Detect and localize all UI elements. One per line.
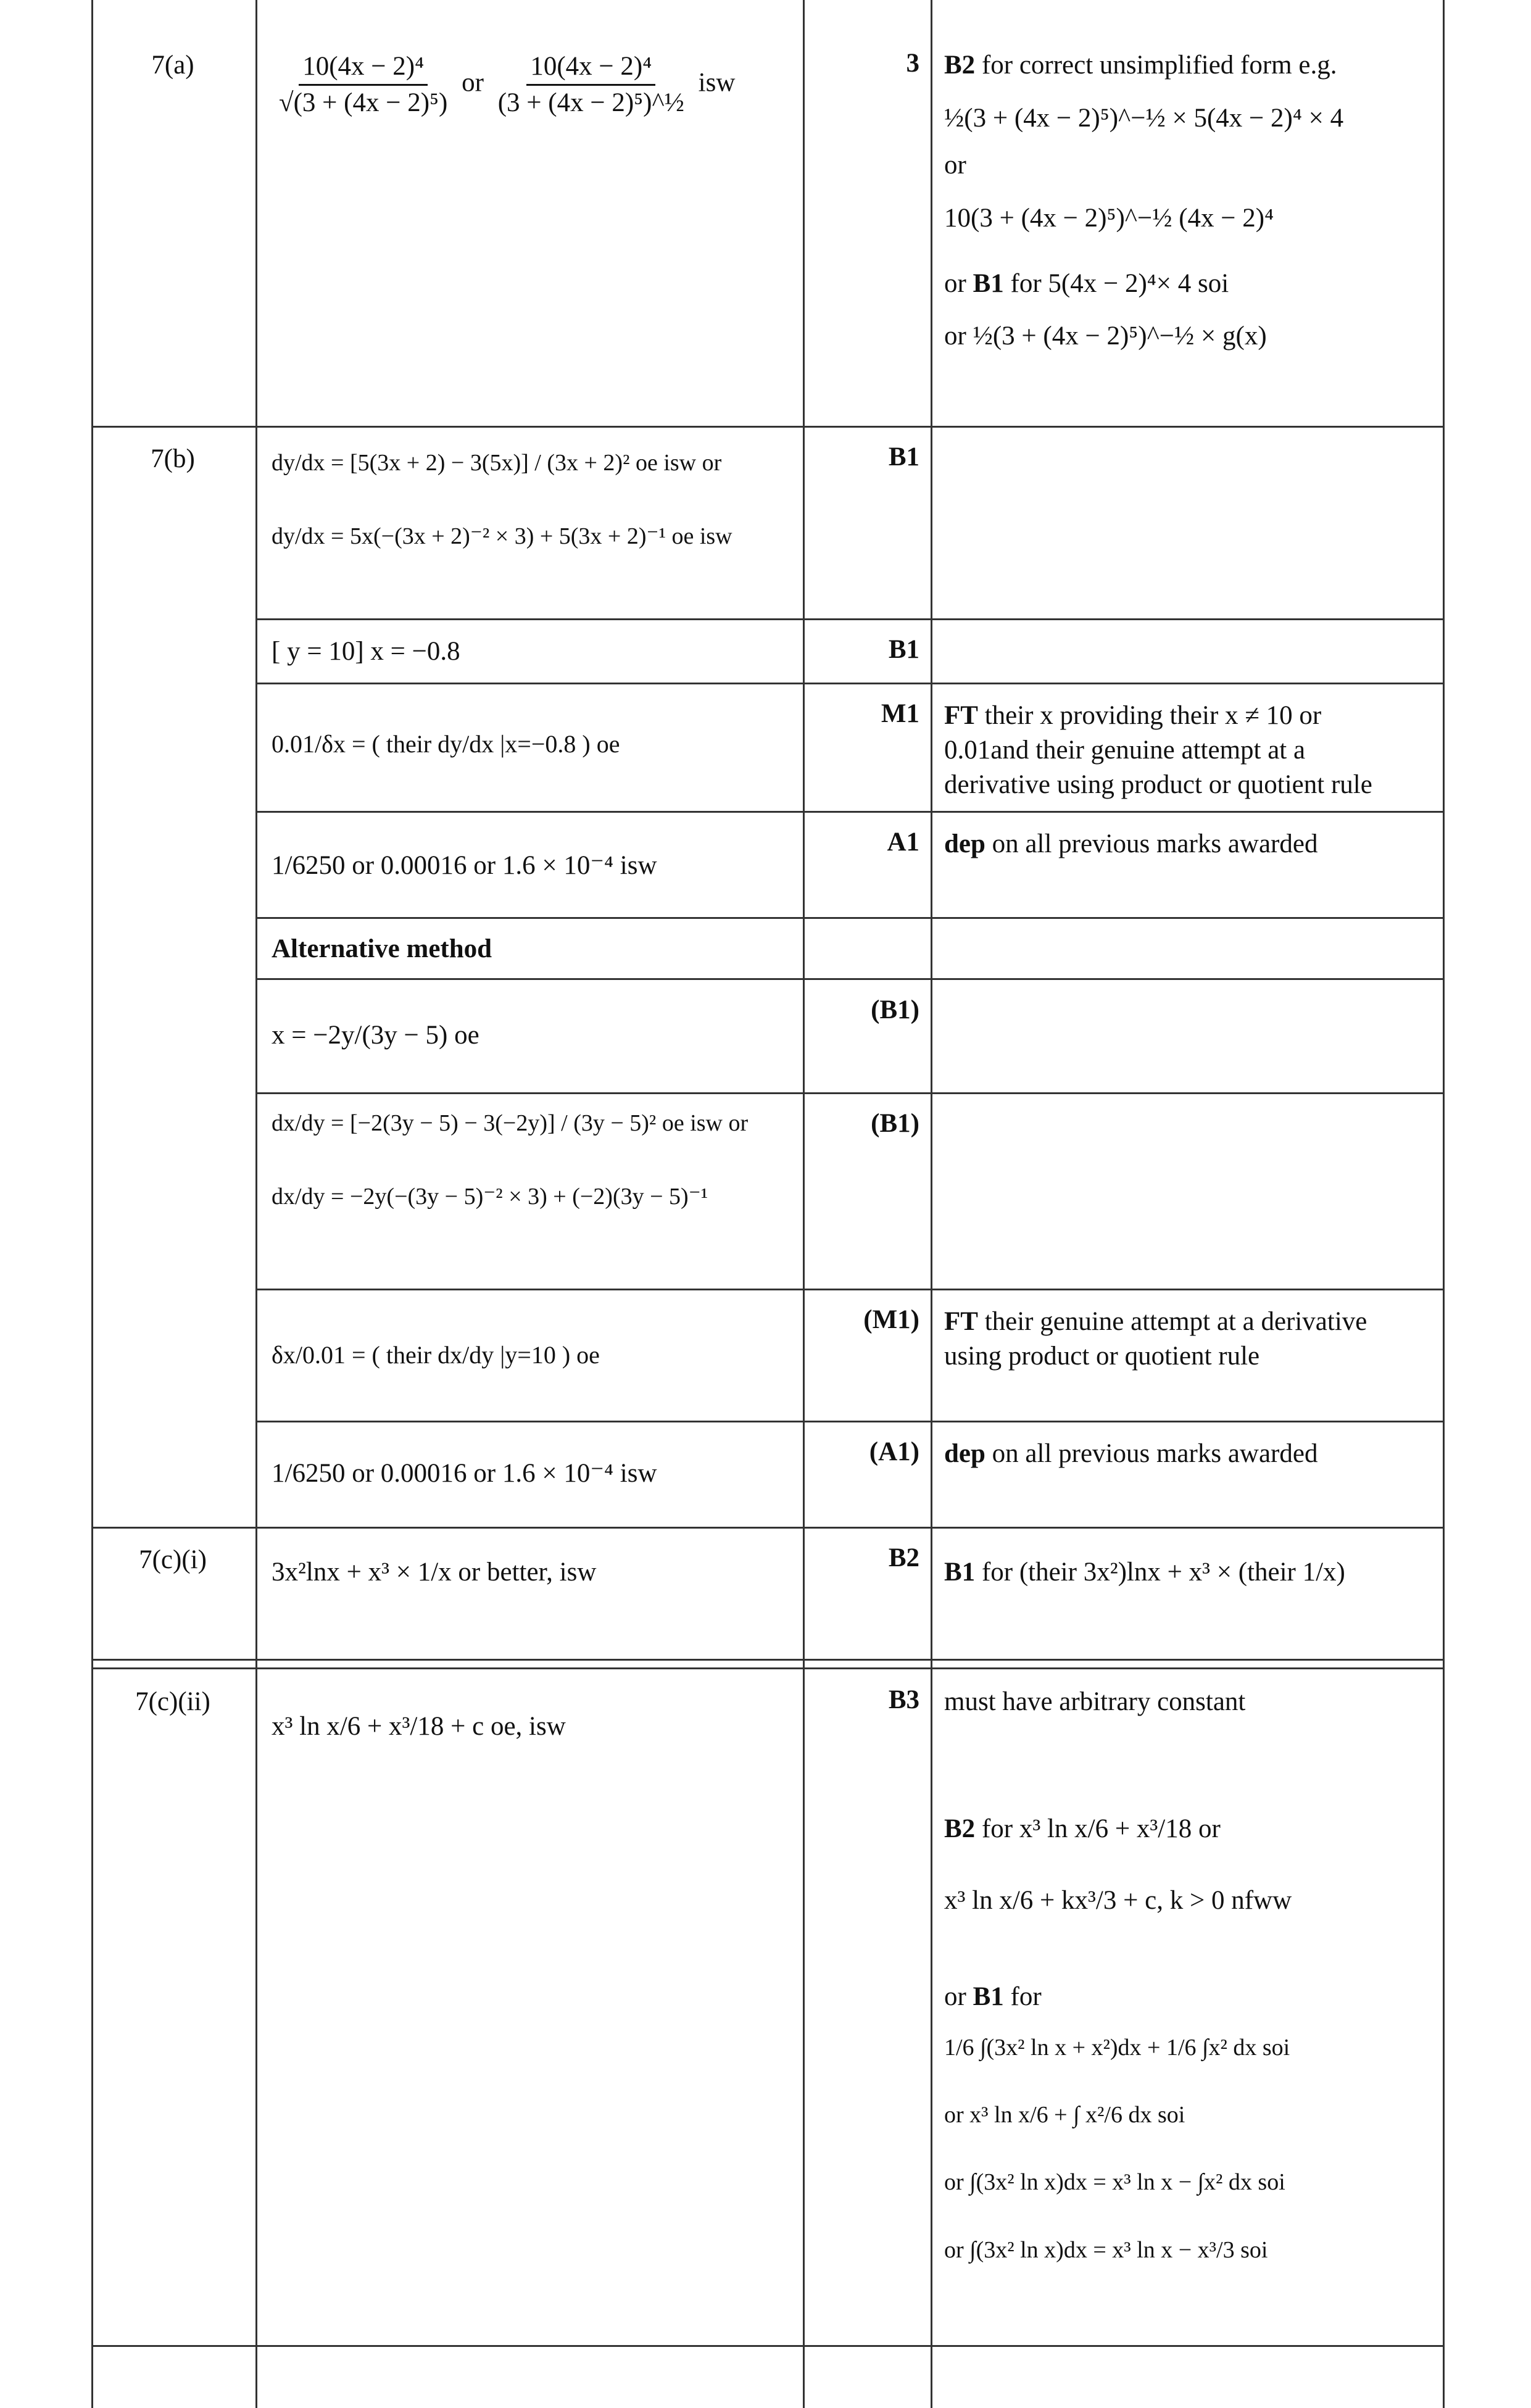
- answer-cell: 0.01/δx = ( their dy/dx |x=−0.8 ) oe: [272, 730, 620, 758]
- fraction: $\frac{\text{10(4x − 2)⁴}}{\text{(3 + (4x − 2)⁵)\textasciicircum{}½}}$: [494, 49, 688, 120]
- row-rule: [255, 1092, 1445, 1094]
- col-line-answer: [803, 0, 805, 2408]
- fraction: $\frac{\text{10(4x − 2)⁴}}{\text{√(3 + (4x − 2)⁵)}}$: [275, 49, 451, 120]
- answer-cell: dy/dx = [5(3x + 2) − 3(5x)] / (3x + 2)² oe isw or dy/dx = 5x(−(3x + 2)⁻² × 3) + 5(3x + 2)⁻¹ oe isw: [272, 450, 732, 550]
- row-rule: [255, 1421, 1445, 1422]
- question-number: 7(b): [151, 444, 195, 473]
- col-line-question: [255, 0, 257, 2408]
- answer-cell: δx/0.01 = ( their dx/dy |y=10 ) oe: [272, 1341, 600, 1369]
- row-rule: [91, 1527, 1445, 1529]
- guidance-cell: dep on all previous marks awarded: [944, 829, 1318, 858]
- mark-value: 3: [906, 49, 919, 78]
- col-line-left: [91, 0, 93, 2408]
- row-rule: [255, 917, 1445, 919]
- mark-value: B1: [888, 635, 919, 664]
- mark-value: (M1): [863, 1305, 919, 1334]
- guidance-cell: B2 for correct unsimplified form e.g. ½(3 + (4x − 2)⁵)^−½ × 5(4x − 2)⁴ × 4 or 10(3 + (4x − 2)⁵)^−½ (4x − 2)⁴ or B1 for 5(4x − 2)⁴× 4 soi or ½(3 + (4x − 2)⁵)^−½ × g(x): [944, 51, 1344, 351]
- mark-value: (A1): [869, 1437, 919, 1466]
- row-rule: [91, 426, 1445, 428]
- mark-value: B1: [888, 442, 919, 471]
- col-line-right: [1443, 0, 1445, 2408]
- answer-cell: 3x²lnx + x³ × 1/x or better, isw: [272, 1558, 597, 1587]
- answer-cell: dx/dy = [−2(3y − 5) − 3(−2y)] / (3y − 5)² oe isw or dx/dy = −2y(−(3y − 5)⁻² × 3) + (−2)(3y − 5)⁻¹: [272, 1110, 749, 1210]
- row-rule: [91, 2345, 1445, 2347]
- guidance-cell: must have arbitrary constant B2 for x³ ln x/6 + x³/18 or x³ ln x/6 + kx³/3 + c, k > 0 nfww or B1 for 1/6 ∫(3x² ln x + x²)dx + 1/6 ∫x² dx soi or x³ ln x/6 + ∫ x²/6 dx soi or ∫(3x² ln x)dx = x³ ln x − ∫x² dx soi or ∫(3x² ln x)dx = x³ ln x − x³/3 soi: [944, 1687, 1292, 2263]
- row-rule: [91, 1667, 1445, 1669]
- answer-cell: [ y = 10] x = −0.8: [272, 637, 460, 666]
- guidance-cell: dep on all previous marks awarded: [944, 1439, 1318, 1468]
- row-rule: [255, 683, 1445, 684]
- question-number: 7(c)(ii): [135, 1687, 210, 1716]
- answer-cell: 1/6250 or 0.00016 or 1.6 × 10⁻⁴ isw: [272, 1459, 657, 1488]
- question-number: 7(c)(i): [139, 1545, 207, 1574]
- question-number: 7(a): [151, 51, 194, 80]
- answer-cell: x = −2y/(3y − 5) oe: [272, 1021, 479, 1050]
- guidance-cell: FT their x providing their x ≠ 10 or 0.01and their genuine attempt at a derivative using product or quotient rule: [944, 701, 1372, 799]
- answer-cell: x³ ln x/6 + x³/18 + c oe, isw: [272, 1712, 566, 1741]
- mark-value: M1: [881, 699, 919, 728]
- answer-cell: $\frac{\text{10(4x − 2)⁴}}{\text{√(3 + (4x − 2)⁵)}}$ or $\frac{\text{10(4x − 2)⁴}}{\text{(3 + (4x − 2)⁵)\textasciicircum{}½}}$ isw: [272, 49, 735, 120]
- mark-value: B2: [888, 1543, 919, 1572]
- row-rule: [255, 978, 1445, 980]
- mark-value: (B1): [871, 1109, 919, 1138]
- row-rule: [255, 1289, 1445, 1290]
- mark-value: A1: [887, 828, 919, 857]
- mark-value: B3: [888, 1685, 919, 1714]
- row-rule: [91, 1659, 1445, 1661]
- row-rule: [255, 618, 1445, 620]
- guidance-cell: FT their genuine attempt at a derivative using product or quotient rule: [944, 1307, 1367, 1371]
- guidance-cell: B1 for (their 3x²)lnx + x³ × (their 1/x): [944, 1558, 1345, 1587]
- mark-value: (B1): [871, 995, 919, 1024]
- row-rule: [255, 811, 1445, 813]
- section-heading: Alternative method: [272, 934, 492, 963]
- col-line-marks: [931, 0, 932, 2408]
- answer-cell: 1/6250 or 0.00016 or 1.6 × 10⁻⁴ isw: [272, 851, 657, 880]
